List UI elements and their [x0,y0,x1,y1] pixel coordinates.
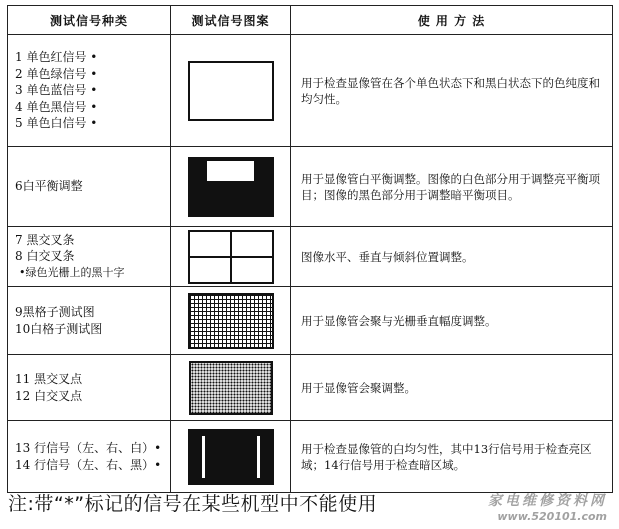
white-balance-window-icon [188,157,274,217]
usage-text: 图像水平、垂直与倾斜位置调整。 [291,227,613,287]
test-signal-table [7,5,613,493]
table-row [8,421,613,493]
signal-type: •绿色光栅上的黑十字 [19,265,125,279]
signal-types-cell [8,355,171,421]
table-row [8,35,613,147]
header-row [8,6,613,35]
signal-type: 14 行信号（左、右、黑）• [15,457,162,472]
signal-type: 8 白交叉条 [15,249,75,264]
signal-type: 4 单色黑信号 • [15,99,98,114]
vertical-bars-icon [188,429,274,485]
watermark-title: 家电维修资料网 [488,493,607,509]
signal-type: 12 白交叉点 [15,388,83,403]
signal-types-cell [8,287,171,355]
signal-types-cell [8,421,171,493]
signal-type: 6白平衡调整 [15,179,83,194]
usage-text: 用于显像管白平衡调整。图像的白色部分用于调整亮平衡项目；图像的黑色部分用于调整暗平衡项目。 [291,147,613,227]
table-row [8,147,613,227]
header-signal-type: 测试信号种类 [8,6,171,35]
cross-lines-icon [188,230,274,284]
table-row [8,355,613,421]
blank-white-screen-icon [188,61,274,121]
pattern-cell [171,147,291,227]
usage-text: 用于检查显像管的白均匀性，其中13行信号用于检查亮区域；14行信号用于检查暗区域。 [291,421,613,493]
signal-type: 13 行信号（左、右、白）• [15,441,162,455]
pattern-cell [171,227,291,287]
signal-type: 3 单色蓝信号 • [15,83,98,98]
table-row [8,227,613,287]
signal-types-cell [8,35,171,147]
table-row [8,287,613,355]
crosshatch-grid-icon [188,293,274,349]
signal-type: 9黑格子测试图 [15,305,95,319]
pattern-cell [171,421,291,493]
usage-text: 用于显像管会聚调整。 [291,355,613,421]
signal-type: 10白格子测试图 [15,321,103,336]
signal-type: 2 单色绿信号 • [15,66,98,81]
signal-type: 5 单色白信号 • [15,116,98,131]
dot-matrix-icon [189,361,273,415]
signal-type: 11 黑交叉点 [15,372,83,386]
pattern-cell [171,35,291,147]
pattern-cell [171,287,291,355]
watermark-url: www.520101.com [497,510,607,523]
site-watermark [457,490,607,526]
signal-types-cell [8,227,171,287]
footnote: 注:带“*”标记的信号在某些机型中不能使用 [8,493,378,515]
usage-text: 用于检查显像管在各个单色状态下和黑白状态下的色纯度和均匀性。 [291,35,613,147]
header-usage: 使 用 方 法 [291,6,613,35]
signal-type: 1 单色红信号 • [15,50,98,65]
usage-text: 用于显像管会聚与光栅垂直幅度调整。 [291,287,613,355]
signal-types-cell [8,147,171,227]
pattern-cell [171,355,291,421]
header-signal-pattern: 测试信号图案 [171,6,291,35]
signal-type: 7 黑交叉条 [15,232,75,247]
